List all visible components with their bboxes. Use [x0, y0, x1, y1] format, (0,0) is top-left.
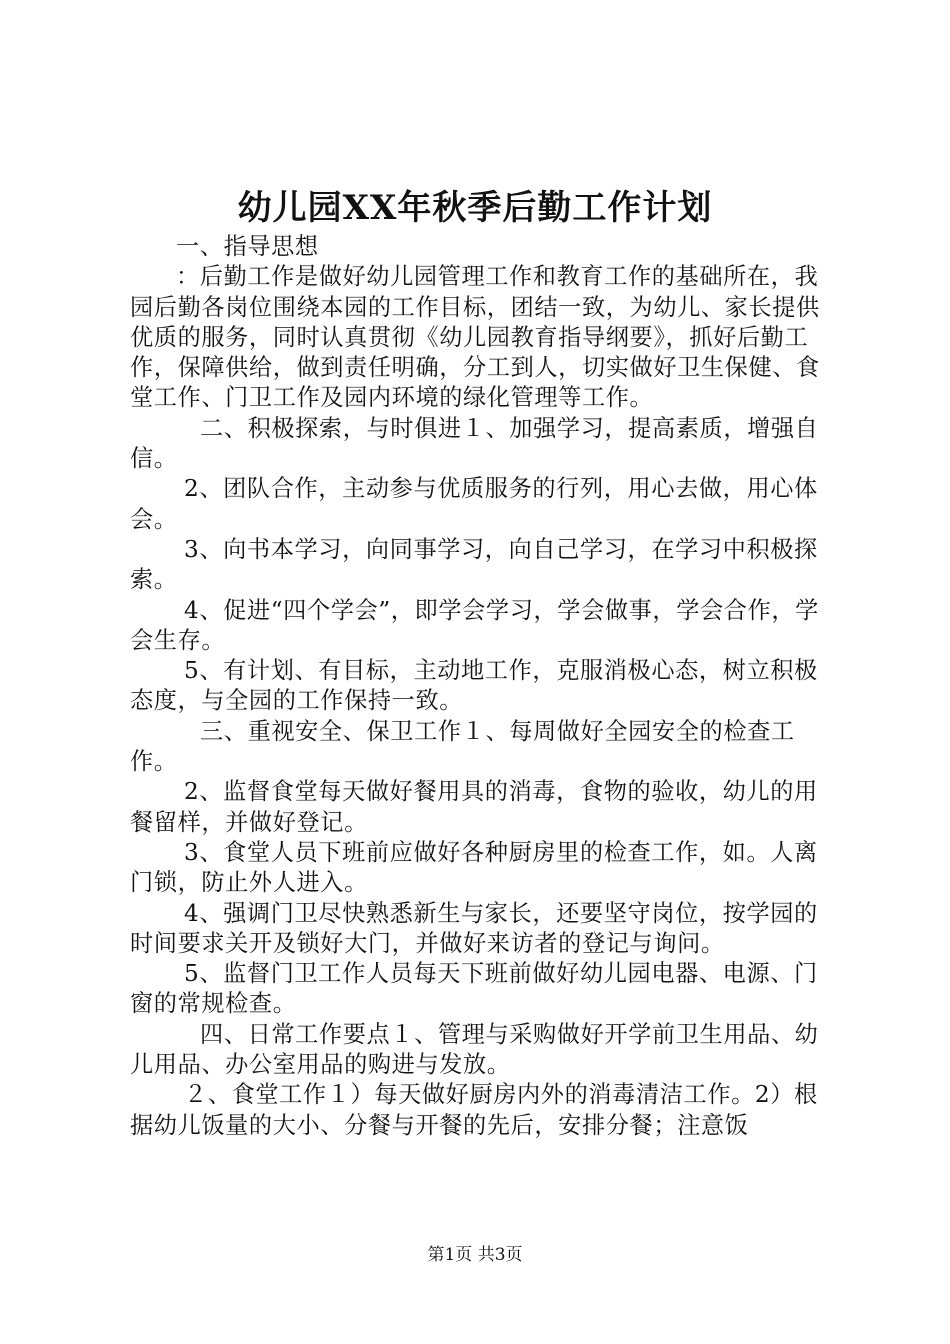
- paragraph: 3、食堂人员下班前应做好各种厨房里的检查工作，如。人离门锁，防止外人进入。: [130, 838, 818, 897]
- paragraph: 5、监督门卫工作人员每天下班前做好幼儿园电器、电源、门窗的常规检查。: [130, 960, 818, 1018]
- paragraph-heading-explore: 二、积极探索，与时俱进１、加强学习，提高素质，增强自信。: [130, 414, 819, 473]
- paragraph: 4、促进“四个学会”，即学会学习，学会做事，学会合作，学会生存。: [130, 596, 819, 654]
- paragraph: 2、监督食堂每天做好餐用具的消毒，食物的验收，幼儿的用餐留样，并做好登记。: [130, 778, 818, 836]
- paragraph: 3、向书本学习，向同事学习，向自己学习，在学习中积极探索。: [130, 535, 818, 594]
- paragraph: 4、强调门卫尽快熟悉新生与家长，还要坚守岗位，按学园的时间要求关开及锁好大门，并做好来访者的登记与询问。: [130, 899, 818, 957]
- paragraph: ：后勤工作是做好幼儿园管理工作和教育工作的基础所在，我园后勤各岗位围绕本园的工作目标，团结一致，为幼儿、家长提供优质的服务，同时认真贯彻《幼儿园教育指导纲要》，抓好后勤工作，保障供给，做到责任明确，分工到人，切实做好卫生保健、食堂工作、门卫工作及园内环境的绿化管理等工作。: [130, 263, 820, 412]
- paragraph-heading-daily-work: 四、日常工作要点１、管理与采购做好开学前卫生用品、幼儿用品、办公室用品的购进与发放。: [130, 1020, 819, 1079]
- document-body: [130, 232, 830, 1141]
- paragraph-heading-guiding-thought: 一、指导思想: [176, 233, 319, 260]
- paragraph: ２、食堂工作１）每天做好厨房内外的消毒清洁工作。2）根据幼儿饭量的大小、分餐与开餐的先后，安排分餐；注意饭: [130, 1081, 818, 1139]
- page-footer: 第1页 共3页: [427, 1245, 523, 1265]
- paragraph: 2、团队合作，主动参与优质服务的行列，用心去做，用心体会。: [130, 475, 818, 533]
- paragraph: 5、有计划、有目标，主动地工作，克服消极心态，树立积极态度，与全园的工作保持一致。: [130, 657, 818, 715]
- document-title: 幼儿园XX年秋季后勤工作计划: [237, 188, 713, 228]
- paragraph-heading-safety: 三、重视安全、保卫工作１、每周做好全园安全的检查工作。: [130, 717, 795, 776]
